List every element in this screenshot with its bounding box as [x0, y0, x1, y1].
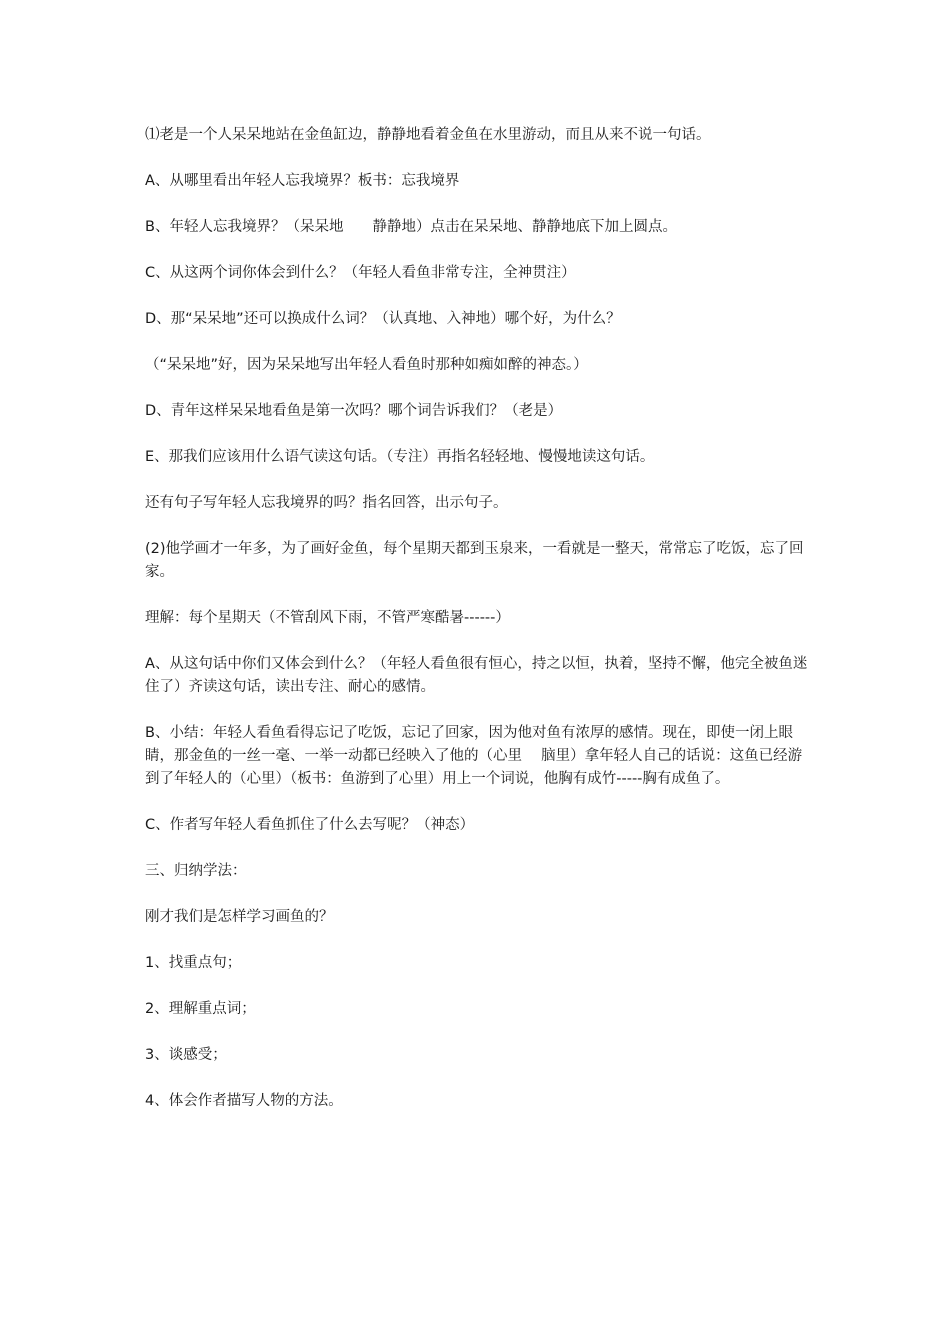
- list-item-3: 3、谈感受；: [145, 1047, 227, 1063]
- paragraph-8: E、那我们应该用什么语气读这句话。（专注）再指名轻轻地、慢慢地读这句话。: [145, 449, 655, 465]
- paragraph-2: A、从哪里看出年轻人忘我境界？板书：忘我境界: [145, 173, 460, 189]
- list-item-4: 4、体会作者描写人物的方法。: [145, 1093, 343, 1109]
- list-item-1: 1、找重点句；: [145, 955, 242, 971]
- paragraph-12: A、从这句话中你们又体会到什么？（年轻人看鱼很有恒心，持之以恒，执着，坚持不懈，他完全被鱼迷住了）齐读这句话，读出专注、耐心的感情。: [145, 656, 808, 695]
- paragraph-10: (2)他学画才一年多，为了画好金鱼，每个星期天都到玉泉来，一看就是一整天，常常忘了吃饭，忘了回家。: [145, 541, 804, 580]
- paragraph-13: B、小结：年轻人看鱼看得忘记了吃饭，忘记了回家，因为他对鱼有浓厚的感情。现在，即使一闭上眼睛，那金鱼的一丝一毫、一举一动都已经映入了他的（心里 脑里）拿年轻人自己的话说：这鱼已经游到了年轻人的（心里）（板书：鱼游到了心里）用上一个词说，他胸有成竹-----胸有成鱼了。: [145, 725, 803, 787]
- paragraph-6: （“呆呆地”好，因为呆呆地写出年轻人看鱼时那种如痴如醉的神态。）: [145, 357, 588, 373]
- paragraph-3: B、年轻人忘我境界？（呆呆地 静静地）点击在呆呆地、静静地底下加上圆点。: [145, 219, 677, 235]
- paragraph-4: C、从这两个词你体会到什么？（年轻人看鱼非常专注，全神贯注）: [145, 265, 576, 281]
- paragraph-16: 刚才我们是怎样学习画鱼的？: [145, 909, 334, 925]
- list-item-2: 2、理解重点词；: [145, 1001, 256, 1017]
- paragraph-9: 还有句子写年轻人忘我境界的吗？指名回答，出示句子。: [145, 495, 508, 511]
- paragraph-5: D、那“呆呆地”还可以换成什么词？（认真地、入神地）哪个好，为什么？: [145, 311, 621, 327]
- section-heading: 三、归纳学法：: [145, 863, 247, 879]
- paragraph-7: D、青年这样呆呆地看鱼是第一次吗？哪个词告诉我们？（老是）: [145, 403, 563, 419]
- paragraph-1: ⑴老是一个人呆呆地站在金鱼缸边，静静地看着金鱼在水里游动，而且从来不说一句话。: [145, 127, 711, 143]
- document-body: [145, 124, 810, 1136]
- paragraph-14: C、作者写年轻人看鱼抓住了什么去写呢？（神态）: [145, 817, 475, 833]
- paragraph-11: 理解：每个星期天（不管刮风下雨，不管严寒酷暑------）: [145, 610, 510, 626]
